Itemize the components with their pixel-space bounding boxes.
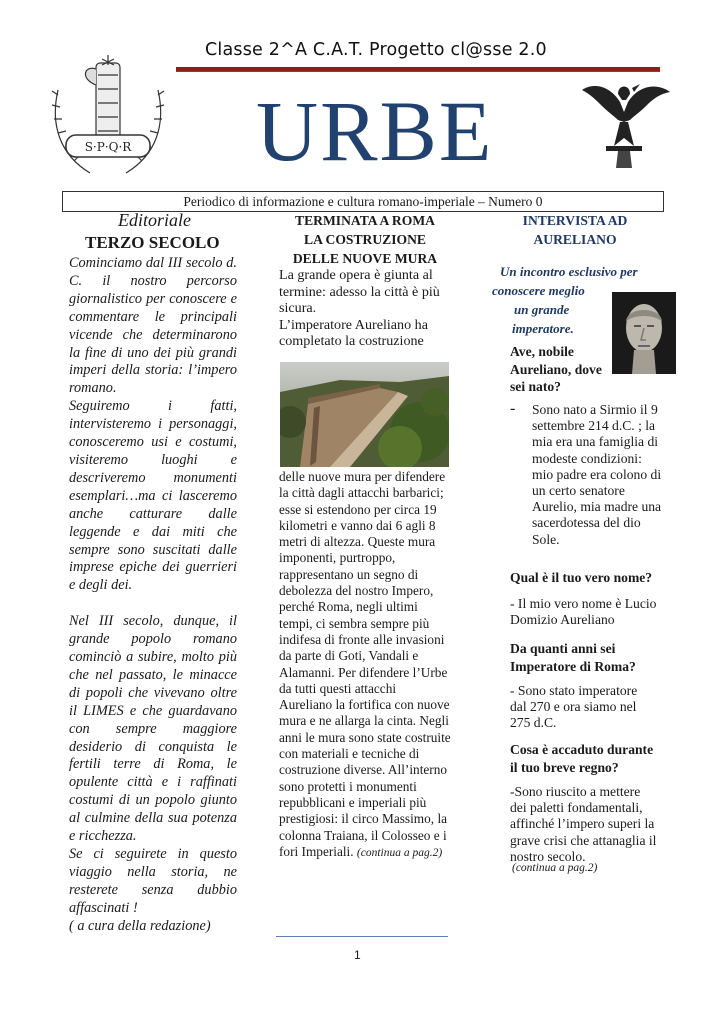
answer-1: Sono nato a Sirmio il 9 settembre 214 d.C. ; la mia era una famiglia di modeste condizioni: mio padre era colono di un certo senatore Aurelio, mia madre una sacerdotessa del dio Sole.	[532, 402, 662, 547]
question-4: Cosa è accaduto durante il tuo breve regno?	[510, 742, 654, 775]
walls-lead: L’imperatore Aureliano ha completato la costruzione	[279, 316, 428, 350]
aurelian-walls-photo	[280, 362, 449, 467]
subtitle-banner: Periodico di informazione e cultura romano-imperiale – Numero 0	[62, 191, 664, 212]
interview-headline: INTERVISTA AD AURELIANO	[522, 213, 628, 247]
answer-2: - Il mio vero nome è Lucio Domizio Aureliano	[510, 596, 657, 628]
walls-continue-note: (continua a pag.2)	[356, 846, 443, 859]
interview-continue-note: (continua a pag.2)	[512, 862, 598, 874]
question-2: Qual è il tuo vero nome?	[510, 570, 653, 585]
class-line: Classe 2^A C.A.T. Progetto cl@sse 2.0	[205, 40, 547, 60]
answer-4: -Sono riuscito a mettere dei paletti fondamentali, affinché l’impero superi la grave crisi che attanaglia il nostro secolo.	[510, 784, 657, 864]
question-1: Ave, nobile Aureliano, dove sei nato?	[510, 344, 602, 394]
footer-rule	[276, 936, 448, 937]
editorial-paragraph: Cominciamo dal III secolo d. C. il nostro percorso giornalistico per conoscere e commentare le principali vicende che determinarono la fine di uno dei più grandi imperi della storia: l’impero romano.	[69, 255, 237, 397]
bullet-dash: -	[510, 400, 516, 417]
eagle-icon	[574, 72, 676, 170]
editorial-body	[69, 255, 237, 936]
spqr-emblem	[40, 55, 176, 185]
editorial-paragraph: Nel III secolo, dunque, il grande popolo romano cominciò a subire, molto più che nel passato, le minacce di popoli che vivevano oltre il LIMES e che guardavano con sempre maggiore desiderio di conquista le fertili terre di Roma, le opulente città e i raffinati costumi di un popolo giunto al culmine della sua potenza e ricchezza.	[69, 613, 237, 845]
page-number: 1	[354, 948, 361, 962]
editorial-paragraph: Seguiremo i fatti, intervisteremo i personaggi, conosceremo usi e costumi, visiteremo luoghi e descriveremo monumenti esemplari…ma ci lasceremo anche catturare dalle leggende e dai miti che sempre sono suscitati dalle imprese epiche dei guerrieri e degli dei.	[69, 398, 237, 594]
answer-3: - Sono stato imperatore dal 270 e ora siamo nel 275 d.C.	[510, 683, 638, 731]
editorial-section-label: Editoriale	[118, 210, 191, 230]
aurelian-bust-photo	[612, 292, 676, 374]
interview-teaser: Un incontro esclusivo per conoscere meglio un grande imperatore.	[492, 264, 638, 336]
walls-intro-block	[279, 267, 451, 350]
spqr-logo-text: S·P·Q·R	[84, 140, 132, 154]
editorial-signature: ( a cura della redazione)	[69, 917, 211, 934]
editorial-paragraph: Se ci seguirete in questo viaggio nella storia, ne resterete senza dubbio affascinati !	[69, 846, 237, 916]
question-3: Da quanti anni sei Imperatore di Roma?	[510, 641, 636, 674]
walls-body: delle nuove mura per difendere la città dagli attacchi barbarici; esse si estendono per circa 19 kilometri e vanno dai 6 agli 8 metri di altezza. Queste mura imponenti, purtroppo, rappresentano un segno di debolezza del nostro Impero, perché Roma, negli ultimi tempi, ci sembra sempre più indifesa di fronte alle invasioni da parte di Goti, Vandali e Alamanni. Per difendere l’Urbe da tutti questi attacchi Aureliano la fortifica con nuove mura e ne allarga la cinta. Negli anni le mura sono state costruite con materiali e tecniche di costruzione diverse. All’interno sono protetti i monumenti repubblicani e imperiali più prestigiosi: il circo Massimo, la colonna Traiana, il Colosseo e i fori Imperiali. (continua a pag.2)	[279, 469, 451, 859]
masthead: URBE	[256, 83, 494, 179]
editorial-title: TERZO SECOLO	[85, 233, 220, 252]
walls-headline: TERMINATA A ROMA LA COSTRUZIONE DELLE NUOVE MURA	[292, 213, 438, 266]
walls-intro: La grande opera è giunta al termine: adesso la città è più sicura.	[279, 267, 440, 317]
